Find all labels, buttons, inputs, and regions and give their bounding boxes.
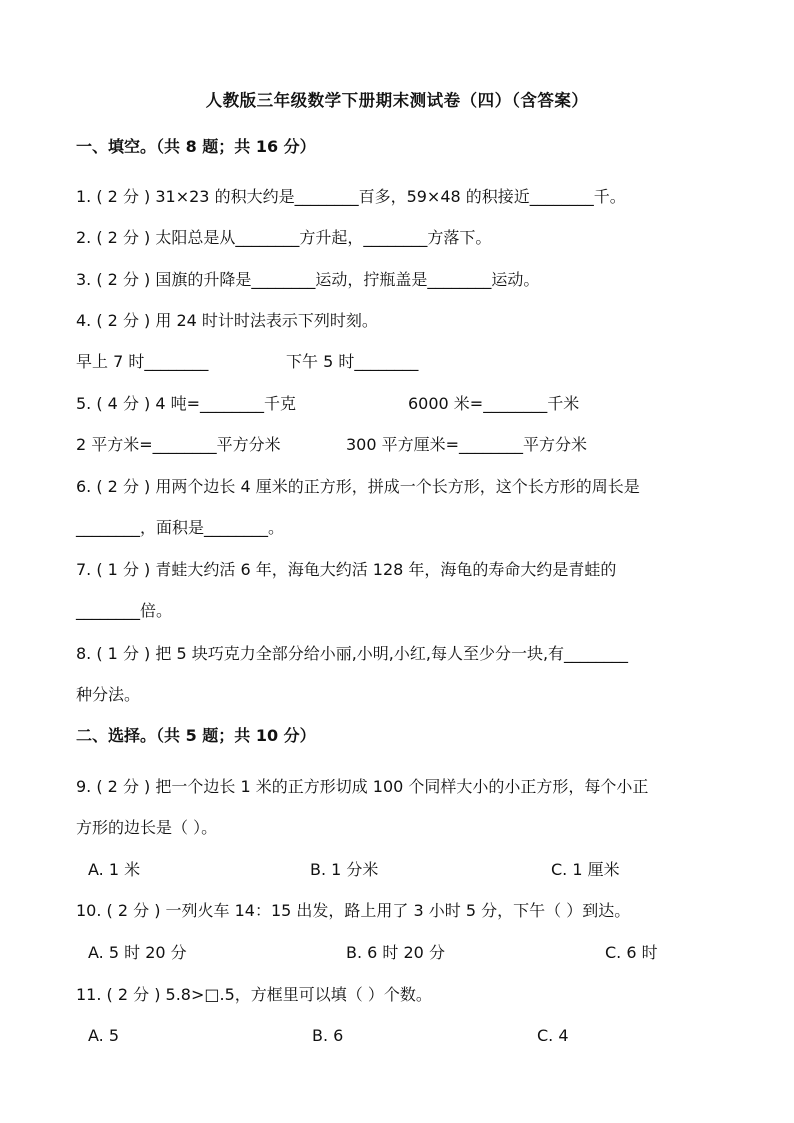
question-5-part-b: 6000 米=________千米 — [408, 394, 580, 413]
question-10: 10. ( 2 分 ) 一列火车 14：15 出发，路上用了 3 小时 5 分，下午（ ）到达。 — [76, 901, 631, 920]
question-11-option-b: B. 6 — [312, 1026, 344, 1045]
question-9-option-a: A. 1 米 — [88, 860, 141, 879]
question-4-part-b: 下午 5 时________ — [286, 352, 419, 371]
section-heading-fill-in: 一、填空。（共 8 题；共 16 分） — [76, 137, 316, 156]
question-9-option-c: C. 1 厘米 — [551, 860, 620, 879]
question-4-part-a: 早上 7 时________ — [76, 352, 209, 371]
question-9-option-b: B. 1 分米 — [310, 860, 379, 879]
question-10-option-c: C. 6 时 — [605, 943, 658, 962]
question-7: 7. ( 1 分 ) 青蛙大约活 6 年，海龟大约活 128 年，海龟的寿命大约是青蛙的 — [76, 560, 617, 579]
question-6: 6. ( 2 分 ) 用两个边长 4 厘米的正方形，拼成一个长方形，这个长方形的周长是 — [76, 477, 640, 496]
question-2: 2. ( 2 分 ) 太阳总是从________方升起，________方落下。 — [76, 228, 492, 247]
document-title: 人教版三年级数学下册期末测试卷（四）（含答案） — [205, 91, 589, 110]
question-6-continued: ________，面积是________。 — [76, 518, 285, 537]
question-9-continued: 方形的边长是（ ）。 — [76, 818, 218, 837]
question-3: 3. ( 2 分 ) 国旗的升降是________运动，拧瓶盖是________运动。 — [76, 270, 540, 289]
question-1: 1. ( 2 分 ) 31×23 的积大约是________百多，59×48 的积接近________千。 — [76, 187, 626, 206]
question-8: 8. ( 1 分 ) 把 5 块巧克力全部分给小丽,小明,小红,每人至少分一块,有________ — [76, 644, 629, 663]
question-9: 9. ( 2 分 ) 把一个边长 1 米的正方形切成 100 个同样大小的小正方形，每个小正 — [76, 777, 649, 796]
question-10-option-a: A. 5 时 20 分 — [88, 943, 187, 962]
question-7-continued: ________倍。 — [76, 601, 173, 620]
question-5-part-c: 2 平方米=________平方分米 — [76, 435, 281, 454]
question-11-option-c: C. 4 — [537, 1026, 569, 1045]
question-11: 11. ( 2 分 ) 5.8>□.5，方框里可以填（ ）个数。 — [76, 985, 432, 1004]
question-11-option-a: A. 5 — [88, 1026, 120, 1045]
question-8-continued: 种分法。 — [76, 685, 141, 704]
question-5: 5. ( 4 分 ) 4 吨=________千克 — [76, 394, 297, 413]
question-5-part-d: 300 平方厘米=________平方分米 — [346, 435, 588, 454]
question-10-option-b: B. 6 时 20 分 — [346, 943, 445, 962]
question-4: 4. ( 2 分 ) 用 24 时计时法表示下列时刻。 — [76, 311, 378, 330]
section-heading-choice: 二、选择。（共 5 题；共 10 分） — [76, 726, 316, 745]
